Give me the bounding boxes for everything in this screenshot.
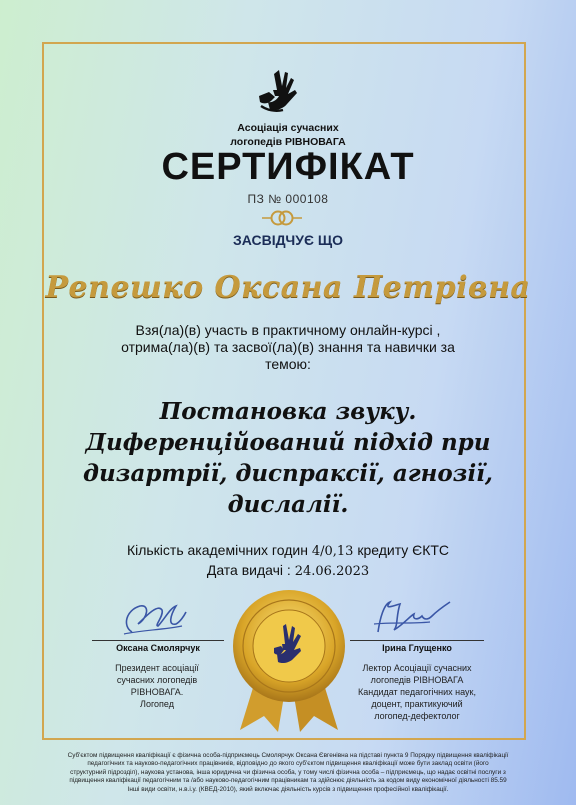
description-line: Взя(ла)(в) участь в практичному онлайн-курсі , [135, 322, 441, 338]
footer-line: Суб'єктом підвищення кваліфікації є фізична особа-підприємець Смолярчук Оксана Євгенівна на підставі пункта 9 Порядку підвищення кваліфікації [67, 752, 509, 759]
certifies-heading: ЗАСВІДЧУЄ ЩО [233, 232, 343, 248]
role-line: Кандидат педагогічних наук, [358, 687, 476, 697]
right-signature-icon [370, 594, 456, 638]
role-line: Лектор Асоціації сучасних [362, 663, 472, 673]
issue-date-value: 24.06.2023 [294, 564, 370, 579]
footer-line: структурний підрозділ), наукова установа, інша юридична чи фізична особа, у тому числі фізична особа – підприємець, що надає освітні послуги з [70, 768, 506, 776]
footer-line: педагогічних та науково-педагогічних працівників, відповідно до якого суб'єктом підвищення кваліфікації може бути заклад освіти (його [87, 760, 489, 768]
left-signer-role [82, 662, 232, 710]
role-line: Президент асоціації [115, 663, 199, 673]
footer-line: Інші види освіти, н.в.і.у. (КВЕД-2010), який включає діяльність курсів з підвищення професійної кваліфікації. [127, 785, 449, 793]
course-title-line: Диференційований підхід при [85, 429, 491, 456]
legal-footer [24, 752, 552, 794]
role-line: сучасних логопедів [116, 675, 198, 685]
footer-line: підвищення кваліфікації педагогічним та /або науково-педагогічним працівникам та здійснює діяльність за кодом виду економічної діяльності 85.59 [69, 777, 507, 785]
issue-date [0, 561, 576, 581]
left-signature-icon [118, 596, 188, 640]
certificate-title: СЕРТИФІКАТ [161, 146, 415, 188]
organization-name [0, 121, 576, 149]
left-signature-line [92, 640, 224, 641]
hours-value: 4/0,13 [311, 544, 354, 559]
role-line: доцент, практикуючий [371, 699, 463, 709]
role-line: Логопед [140, 699, 174, 709]
course-title [60, 396, 516, 520]
right-signer-role [334, 662, 500, 722]
right-signature-line [350, 640, 484, 641]
hours-unit: кредиту ЄКТС [357, 542, 450, 558]
hand-logo-icon [255, 66, 301, 116]
course-title-line: дизартрії, диспраксії, агнозії, [83, 460, 493, 487]
organization-line: Асоціація сучасних [237, 122, 339, 134]
role-line: РІВНОВАГА. [130, 687, 184, 697]
issue-date-label: Дата видачі : [206, 562, 291, 578]
certificate-number: ПЗ № 000108 [247, 192, 329, 206]
description-line: отрима(ла)(в) та засвої(ла)(в) знання та навички за [121, 339, 455, 355]
role-line: логопед-дефектолог [374, 711, 460, 721]
participation-description [60, 322, 516, 373]
description-line: темою: [265, 356, 311, 372]
recipient-name: Репешко Оксана Петрівна [45, 270, 531, 305]
organization-line: логопедів РІВНОВАГА [230, 136, 346, 148]
course-title-line: Постановка звуку. [159, 398, 417, 425]
course-title-line: дислалії. [227, 491, 349, 518]
role-line: логопедів РІВНОВАГА [370, 675, 464, 685]
hours-and-date [0, 541, 576, 581]
academic-hours [0, 541, 576, 561]
left-signer-name: Оксана Смолярчук [116, 643, 200, 653]
right-signer-name: Ірина Глущенко [382, 643, 452, 653]
hours-label: Кількість академічних годин [126, 542, 308, 558]
rings-icon [262, 208, 302, 228]
